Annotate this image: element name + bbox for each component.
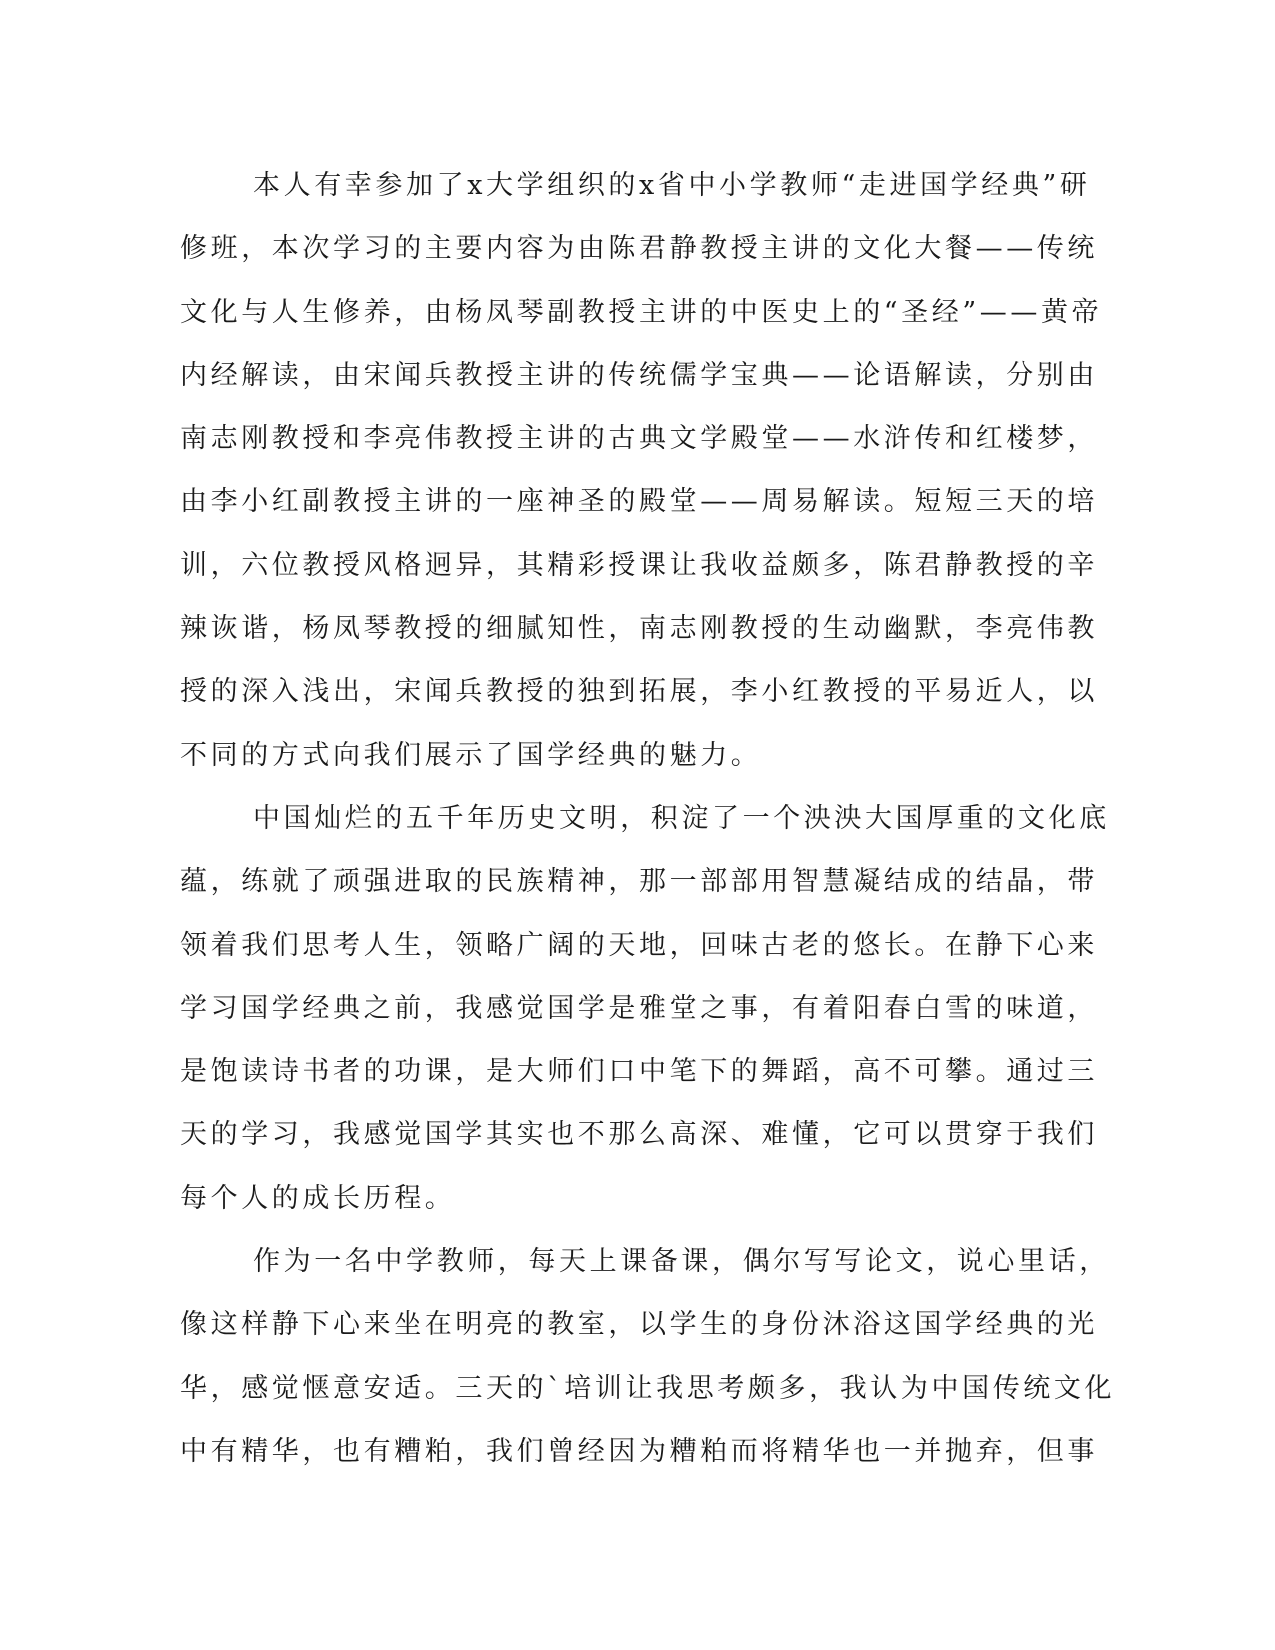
text-line: 内经解读，由宋闻兵教授主讲的传统儒学宝典——论语解读，分别由 [180, 359, 1098, 391]
text-line: 辣诙谐，杨凤琴教授的细腻知性，南志刚教授的生动幽默，李亮伟教 [180, 613, 1098, 645]
text-line: 不同的方式向我们展示了国学经典的魅力。 [180, 739, 762, 771]
text-line: 文化与人生修养，由杨凤琴副教授主讲的中医史上的“圣经”——黄帝 [180, 296, 1103, 328]
text-line: 是饱读诗书者的功课，是大师们口中笔下的舞蹈，高不可攀。通过三 [180, 1056, 1098, 1088]
text-line: 天的学习，我感觉国学其实也不那么高深、难懂，它可以贯穿于我们 [180, 1119, 1098, 1151]
paragraph-3 [180, 1230, 1116, 1483]
paragraph-2 [180, 787, 1110, 1230]
document-body [180, 154, 1116, 1483]
text-line: 学习国学经典之前，我感觉国学是雅堂之事，有着阳春白雪的味道， [180, 992, 1098, 1024]
text-line: 由李小红副教授主讲的一座神圣的殿堂——周易解读。短短三天的培 [180, 486, 1098, 518]
text-line: 像这样静下心来坐在明亮的教室，以学生的身份沐浴这国学经典的光 [180, 1309, 1098, 1341]
text-line: 南志刚教授和李亮伟教授主讲的古典文学殿堂——水浒传和红楼梦， [180, 423, 1098, 455]
text-line: 授的深入浅出，宋闻兵教授的独到拓展，李小红教授的平易近人，以 [180, 676, 1098, 708]
text-line: 中国灿烂的五千年历史文明，积淀了一个泱泱大国厚重的文化底 [253, 802, 1110, 834]
text-line: 领着我们思考人生，领略广阔的天地，回味古老的悠长。在静下心来 [180, 929, 1098, 961]
text-line: 华，感觉惬意安适。三天的`培训让我思考颇多，我认为中国传统文化 [180, 1372, 1116, 1404]
text-line: 本人有幸参加了x大学组织的x省中小学教师“走进国学经典”研 [253, 170, 1091, 201]
text-line: 中有精华，也有糟粕，我们曾经因为糟粕而将精华也一并抛弃，但事 [180, 1435, 1098, 1467]
text-line: 训，六位教授风格迥异，其精彩授课让我收益颇多，陈君静教授的辛 [180, 549, 1098, 581]
text-line: 作为一名中学教师，每天上课备课，偶尔写写论文，说心里话， [253, 1246, 1110, 1278]
text-line: 每个人的成长历程。 [180, 1182, 456, 1214]
paragraph-1 [180, 154, 1103, 787]
text-line: 修班，本次学习的主要内容为由陈君静教授主讲的文化大餐——传统 [180, 233, 1098, 265]
text-line: 蕴，练就了顽强进取的民族精神，那一部部用智慧凝结成的结晶，带 [180, 866, 1098, 898]
